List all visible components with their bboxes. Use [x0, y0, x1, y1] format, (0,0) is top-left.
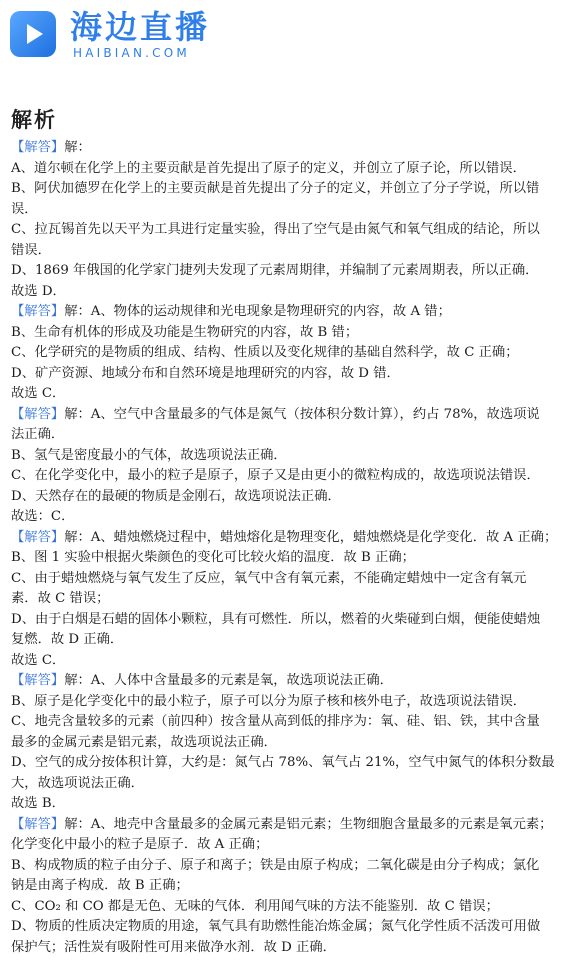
solution-line	[11, 323, 569, 344]
line-text: A、道尔顿在化学上的主要贡献是首先提出了原子的定义，并创立了原子论，所以错误．	[11, 160, 526, 176]
line-text: 故选 D．	[11, 283, 66, 299]
solution-line	[11, 733, 569, 754]
line-text: 复燃．故 D 正确．	[11, 632, 124, 647]
line-text: 故选 B．	[11, 796, 65, 811]
line-text: 化学变化中最小的粒子是原子．故 A 正确；	[11, 837, 269, 852]
line-text: B、氢气是密度最小的气体，故选项说法正确．	[11, 447, 287, 463]
line-text: 错误．	[11, 242, 51, 258]
solution-line	[11, 876, 569, 897]
solution-line	[11, 200, 569, 221]
line-text: 解：A、地壳中含量最多的金属元素是铝元素；生物细胞含量最多的元素是氧元素；	[64, 816, 553, 832]
solution-line	[11, 610, 569, 631]
line-text: 素．故 C 错误；	[11, 591, 110, 606]
line-text: B、构成物质的粒子由分子、原子和离子；铁是由原子构成；二氧化碳是由分子构成；氯化	[11, 857, 540, 873]
solution-line	[11, 712, 569, 733]
line-text: B、原子是化学变化中的最小粒子，原子可以分为原子核和核外电子，故选项说法错误．	[11, 693, 527, 709]
answer-tag: 【解答】	[11, 673, 65, 688]
line-text: C、在化学变化中，最小的粒子是原子，原子又是由更小的微粒构成的，故选项说法错误．	[11, 468, 540, 483]
answer-tag: 【解答】	[11, 406, 65, 422]
solution-body	[11, 138, 569, 958]
line-text: C、拉瓦锡首先以天平为工具进行定量实验，得出了空气是由氮气和氧气组成的结论，所以	[11, 222, 540, 237]
solution-line	[11, 938, 569, 959]
line-text: 钠是由离子构成．故 B 正确；	[11, 878, 189, 893]
solution-line	[11, 487, 569, 508]
answer-tag: 【解答】	[11, 304, 65, 319]
line-text: D、物质的性质决定物质的用途，氧气具有助燃性能冶炼金属；氮气化学性质不活泼可用做	[11, 919, 541, 934]
line-text: D、由于白烟是石蜡的固体小颗粒，具有可燃性．所以，燃着的火柴碰到白烟，便能使蜡烛	[11, 611, 541, 627]
brand-name: 海边直播	[70, 8, 211, 46]
solution-line	[11, 159, 569, 180]
solution-line	[11, 364, 569, 385]
line-text: C、CO₂ 和 CO 都是无色、无味的气体．利用闻气味的方法不能鉴别．故 C 错误；	[11, 898, 499, 914]
solution-line	[11, 241, 569, 262]
solution-line	[11, 753, 569, 774]
line-text: 解：A、物体的运动规律和光电现象是物理研究的内容，故 A 错；	[64, 304, 451, 319]
solution-line	[11, 343, 569, 364]
solution-line	[11, 282, 569, 303]
line-text: B、生命有机体的形成及功能是生物研究的内容，故 B 错；	[11, 324, 359, 340]
solution-line	[11, 261, 569, 282]
line-text: C、地壳含量较多的元素（前四种）按含量从高到低的排序为：氧、硅、铝、铁，其中含量	[11, 714, 540, 729]
solution-line	[11, 692, 569, 713]
line-text: 最多的金属元素是铝元素，故选项说法正确．	[11, 734, 277, 750]
line-text: D、1869 年俄国的化学家门捷列夫发现了元素周期律，并编制了元素周期表，所以正确．	[11, 263, 539, 278]
solution-line	[11, 569, 569, 590]
line-text: 大，故选项说法正确．	[11, 775, 144, 791]
answer-tag: 【解答】	[11, 529, 65, 545]
solution-line	[11, 835, 569, 856]
line-text: 故选 C．	[11, 652, 66, 668]
line-text: D、矿产资源、地域分布和自然环境是地理研究的内容，故 D 错．	[11, 365, 400, 381]
solution-line	[11, 589, 569, 610]
line-text: 解：A、人体中含量最多的元素是氧，故选项说法正确．	[64, 673, 393, 688]
line-text: B、图 1 实验中根据火柴颜色的变化可比较火焰的温度．故 B 正确；	[11, 550, 415, 565]
solution-line	[11, 651, 569, 672]
line-text: D、天然存在的最硬的物质是金刚石，故选项说法正确．	[11, 488, 341, 504]
line-text: 解：A、蜡烛燃烧过程中，蜡烛熔化是物理变化，蜡烛燃烧是化学变化．故 A 正确；	[64, 529, 558, 545]
solution-line	[11, 446, 569, 467]
solution-line	[11, 220, 569, 241]
solution-line	[11, 630, 569, 651]
solution-line	[11, 815, 569, 836]
site-header	[10, 8, 310, 60]
solution-line	[11, 302, 569, 323]
solution-line	[11, 548, 569, 569]
line-text: 误．	[11, 201, 38, 217]
solution-line	[11, 466, 569, 487]
line-text: 解：	[64, 140, 91, 155]
line-text: 故选 C．	[11, 386, 66, 401]
solution-line	[11, 671, 569, 692]
solution-line	[11, 856, 569, 877]
answer-tag: 【解答】	[11, 816, 65, 832]
solution-line	[11, 528, 569, 549]
line-text: 解：A、空气中含量最多的气体是氮气（按体积分数计算），约占 78%，故选项说	[64, 406, 540, 422]
solution-line	[11, 507, 569, 528]
line-text: C、由于蜡烛燃烧与氧气发生了反应，氧气中含有氧元素，不能确定蜡烛中一定含有氧元	[11, 570, 527, 586]
line-text: 法正确．	[11, 427, 65, 442]
solution-line	[11, 917, 569, 938]
answer-tag: 【解答】	[11, 140, 65, 155]
solution-line	[11, 405, 569, 426]
solution-line	[11, 897, 569, 918]
line-text: C、化学研究的是物质的组成、结构、性质以及变化规律的基础自然科学，故 C 正确；	[11, 345, 519, 360]
line-text: B、阿伏加德罗在化学上的主要贡献是首先提出了分子的定义，并创立了分子学说，所以错	[11, 181, 540, 196]
solution-line	[11, 179, 569, 200]
solution-line	[11, 384, 569, 405]
page-title: 解析	[11, 108, 57, 132]
line-text: 故选：C．	[11, 509, 75, 524]
brand-domain: HAIBIAN.COM	[73, 46, 190, 60]
solution-line	[11, 425, 569, 446]
solution-line	[11, 794, 569, 815]
solution-line	[11, 138, 569, 159]
line-text: D、空气的成分按体积计算，大约是：氮气占 78%、氧气占 21%，空气中氮气的体积分数最	[11, 755, 555, 770]
line-text: 保护气；活性炭有吸附性可用来做净水剂．故 D 正确．	[11, 939, 336, 955]
play-logo-icon	[10, 11, 56, 57]
solution-line	[11, 774, 569, 795]
